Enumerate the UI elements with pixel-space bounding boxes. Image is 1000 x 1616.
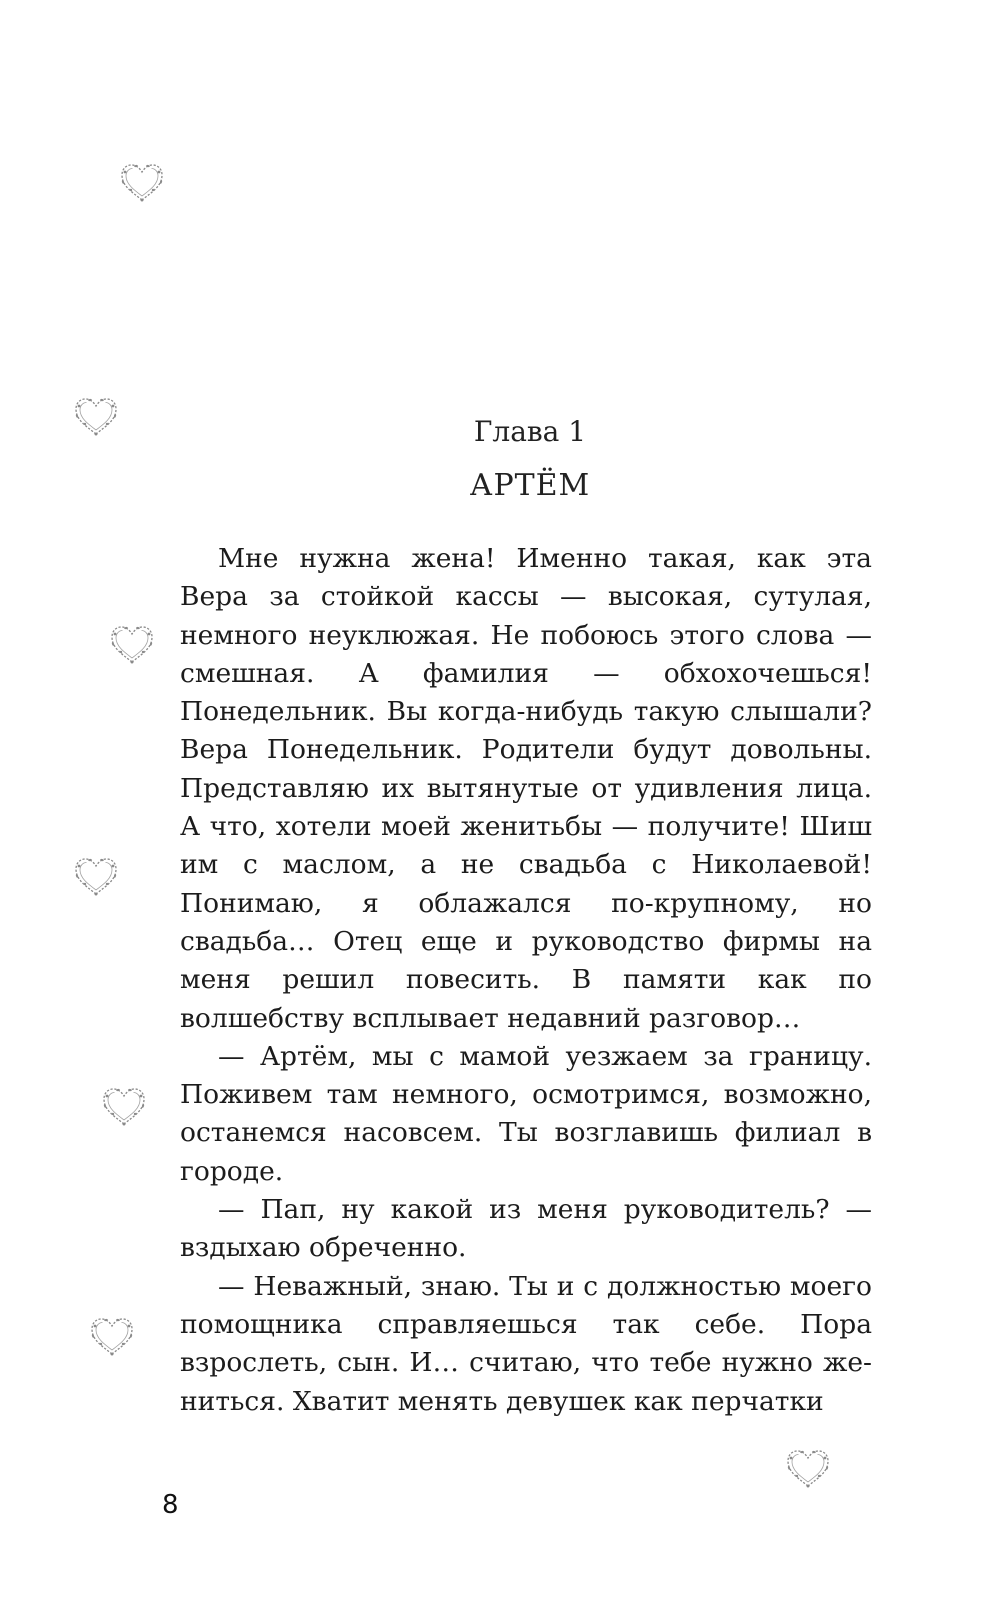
paragraph: — Пап, ну какой из меня руководитель? — вздыхаю обреченно. [180, 1194, 872, 1264]
chapter-title: АРТЁМ [469, 468, 591, 503]
heart-wreath-icon [116, 160, 168, 206]
heart-wreath-icon [70, 854, 122, 900]
paragraph: Мне нужна жена! Именно такая, как эта Вера за стойкой кассы — высокая, сутулая, немного неуклюжая. Не побоюсь этого слова — смешная. А фамилия — обхохочешься! Понедельник. Вы когда-нибудь такую слышали? Вера Понедельник. Родители будут довольны. Представляю их вытянутые от удивления лица. А что, хотели моей женитьбы — получите! Шиш им с маслом, а не свадьба с Николаевой! Понимаю, я облажался по-крупному, но свадьба… Отец еще и руководство фирмы на меня решил повесить. В памяти как по волшебству всплывает недавний разговор… [180, 543, 872, 1034]
heart-wreath-icon [70, 394, 122, 440]
body-text [180, 540, 872, 1421]
paragraph: — Неважный, знаю. Ты и с должностью моего помощника справляешься так себе. Пора взрослеть, сын. И… считаю, что тебе нужно жениться. Хватит менять девушек как перчатки [180, 1270, 872, 1417]
page-number: 8 [162, 1490, 179, 1520]
heart-wreath-icon [782, 1446, 834, 1492]
paragraph: — Артём, мы с мамой уезжаем за границу. Поживем там немного, осмотримся, возможно, останемся насовсем. Ты возглавишь филиал в городе. [180, 1040, 872, 1187]
heart-wreath-icon [106, 622, 158, 668]
heart-wreath-icon [98, 1084, 150, 1130]
heart-wreath-icon [86, 1314, 138, 1360]
chapter-label: Глава 1 [473, 415, 587, 448]
